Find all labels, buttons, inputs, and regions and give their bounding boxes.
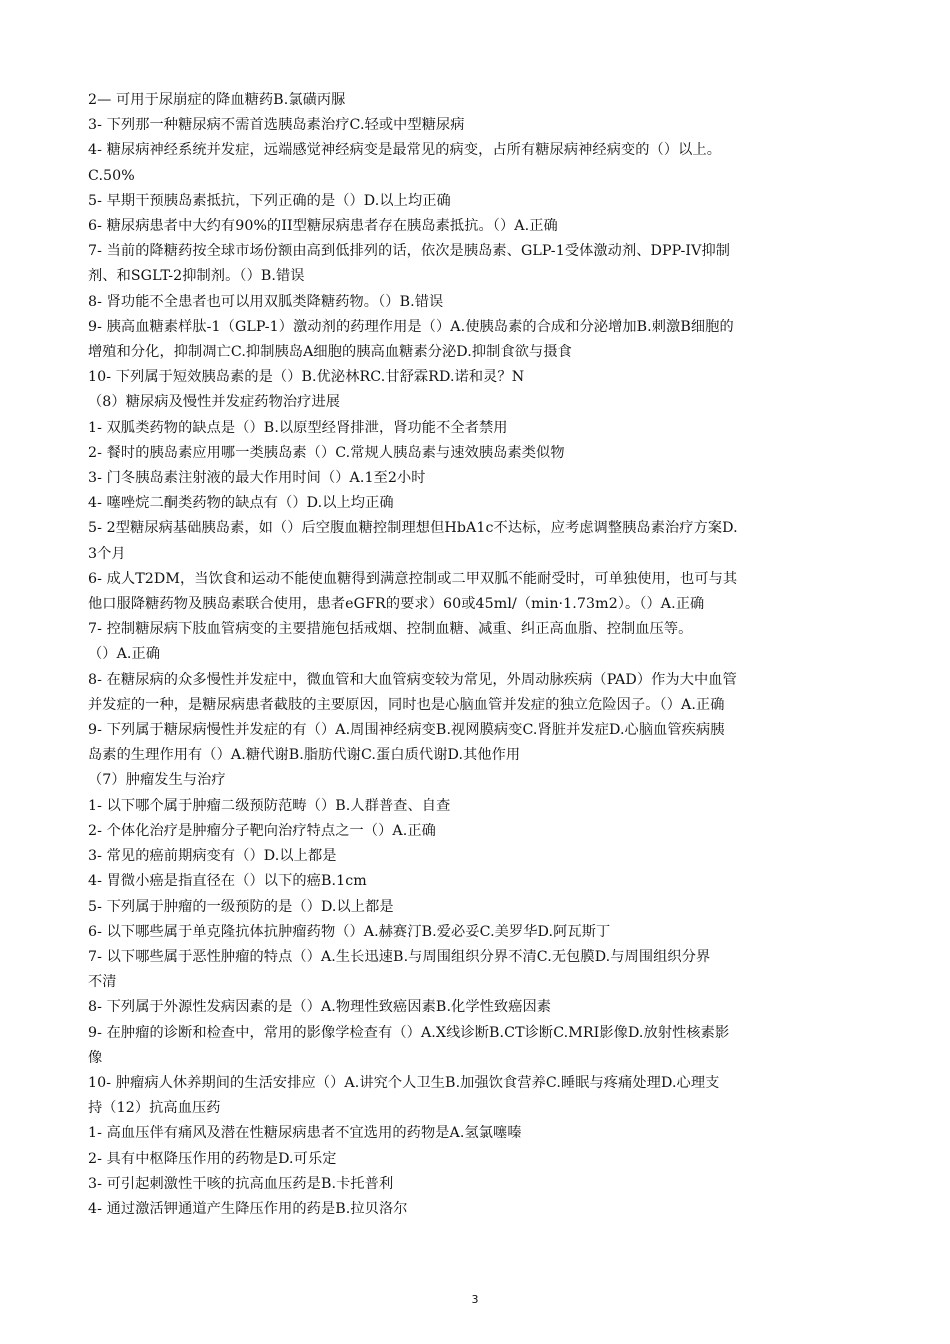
text-line: 7- 以下哪些属于恶性肿瘤的特点（）A.生长迅速B.与周围组织分界不清C.无包膜D.与周围组织分界 [88, 948, 711, 965]
text-line: 7- 当前的降糖药按全球市场份额由高到低排列的话，依次是胰岛素、GLP-1受体激动剂、DPP-IV抑制 [88, 243, 731, 260]
text-line: 9- 胰高血糖素样肽-1（GLP-1）激动剂的药理作用是（）A.使胰岛素的合成和分泌增加B.刺激B细胞的 [88, 318, 734, 335]
text-line: 9- 在肿瘤的诊断和检查中，常用的影像学检查有（）A.X线诊断B.CT诊断C.MRI影像D.放射性核素影 [88, 1024, 730, 1041]
text-line: 5- 2型糖尿病基础胰岛素，如（）后空腹血糖控制理想但HbA1c不达标，应考虑调整胰岛素治疗方案D. [88, 520, 738, 537]
text-line: 像 [88, 1049, 103, 1066]
text-line: 8- 在糖尿病的众多慢性并发症中，微血管和大血管病变较为常见，外周动脉疾病（PAD）作为大中血管 [88, 671, 737, 688]
text-line: 岛素的生理作用有（）A.糖代谢B.脂肪代谢C.蛋白质代谢D.其他作用 [88, 747, 521, 764]
text-line: 4- 胃微小癌是指直径在（）以下的癌B.1cm [88, 873, 367, 890]
text-line: 并发症的一种，是糖尿病患者截肢的主要原因，同时也是心脑血管并发症的独立危险因子。（）A.正确 [88, 696, 725, 713]
text-line: 10- 肿瘤病人休养期间的生活安排应（）A.讲究个人卫生B.加强饮食营养C.睡眠与疼痛处理D.心理支 [88, 1074, 720, 1091]
text-line: 3- 可引起刺激性干咳的抗高血压药是B.卡托普利 [88, 1175, 394, 1192]
text-line: 4- 噻唑烷二酮类药物的缺点有（）D.以上均正确 [88, 495, 394, 512]
text-line: 2- 个体化治疗是肿瘤分子靶向治疗特点之一（）A.正确 [88, 822, 436, 839]
text-line: （7）肿瘤发生与治疗 [88, 772, 226, 789]
page-number: 3 [471, 1293, 479, 1306]
text-line: 2- 具有中枢降压作用的药物是D.可乐定 [88, 1150, 337, 1167]
text-line: 2— 可用于尿崩症的降血糖药B.氯磺丙脲 [88, 92, 346, 108]
text-line: 4- 糖尿病神经系统并发症，远端感觉神经病变是最常见的病变，占所有糖尿病神经病变的（）以上。 [88, 142, 721, 159]
text-line: 不清 [88, 974, 117, 991]
text-line: C.50% [88, 167, 135, 184]
text-line: 8- 肾功能不全患者也可以用双胍类降糖药物。（）B.错误 [88, 293, 444, 310]
text-line: 4- 通过激活钾通道产生降压作用的药是B.拉贝洛尔 [88, 1200, 408, 1217]
document-body [88, 88, 863, 1222]
text-line: 3- 门冬胰岛素注射液的最大作用时间（）A.1至2小时 [88, 470, 426, 487]
text-line: 7- 控制糖尿病下肢血管病变的主要措施包括戒烟、控制血糖、减重、纠正高血脂、控制血压等。 [88, 621, 693, 638]
text-line: 增殖和分化，抑制凋亡C.抑制胰岛A细胞的胰高血糖素分泌D.抑制食欲与摄食 [88, 344, 572, 361]
text-line: 1- 以下哪个属于肿瘤二级预防范畴（）B.人群普查、自查 [88, 797, 451, 814]
text-line: 剂、和SGLT-2抑制剂。（）B.错误 [88, 268, 305, 285]
text-line: 1- 双胍类药物的缺点是（）B.以原型经肾排泄，肾功能不全者禁用 [88, 419, 508, 436]
text-line: 5- 早期干预胰岛素抵抗，下列正确的是（）D.以上均正确 [88, 192, 451, 209]
text-line: 3个月 [88, 545, 126, 562]
text-line: （8）糖尿病及慢性并发症药物治疗进展 [88, 394, 341, 411]
text-line: 他口服降糖药物及胰岛素联合使用，患者eGFR的要求）60或45ml/（min·1.73m2）。（）A.正确 [88, 596, 705, 613]
text-line: 6- 成人T2DM，当饮食和运动不能使血糖得到满意控制或二甲双胍不能耐受时，可单独使用，也可与其 [88, 570, 738, 587]
text-line: 8- 下列属于外源性发病因素的是（）A.物理性致癌因素B.化学性致癌因素 [88, 999, 552, 1016]
text-line: 6- 糖尿病患者中大约有90%的II型糖尿病患者存在胰岛素抵抗。（）A.正确 [88, 218, 558, 235]
text-line: 3- 下列那一种糖尿病不需首选胰岛素治疗C.轻或中型糖尿病 [88, 117, 465, 134]
text-line: （）A.正确 [88, 646, 161, 663]
text-line: 9- 下列属于糖尿病慢性并发症的有（）A.周围神经病变B.视网膜病变C.肾脏并发症D.心脑血管疾病胰 [88, 722, 725, 739]
text-line: 2- 餐时的胰岛素应用哪一类胰岛素（）C.常规人胰岛素与速效胰岛素类似物 [88, 444, 565, 461]
text-line: 1- 高血压伴有痛风及潜在性糖尿病患者不宜选用的药物是A.氢氯噻嗪 [88, 1125, 522, 1142]
text-line: 10- 下列属于短效胰岛素的是（）B.优泌林RC.甘舒霖RD.诺和灵？N [88, 369, 525, 386]
text-line: 5- 下列属于肿瘤的一级预防的是（）D.以上都是 [88, 898, 394, 915]
text-line: 6- 以下哪些属于单克隆抗体抗肿瘤药物（）A.赫赛汀B.爱必妥C.美罗华D.阿瓦斯丁 [88, 923, 611, 940]
text-line: 持（12）抗高血压药 [88, 1100, 221, 1117]
text-line: 3- 常见的癌前期病变有（）D.以上都是 [88, 848, 337, 865]
